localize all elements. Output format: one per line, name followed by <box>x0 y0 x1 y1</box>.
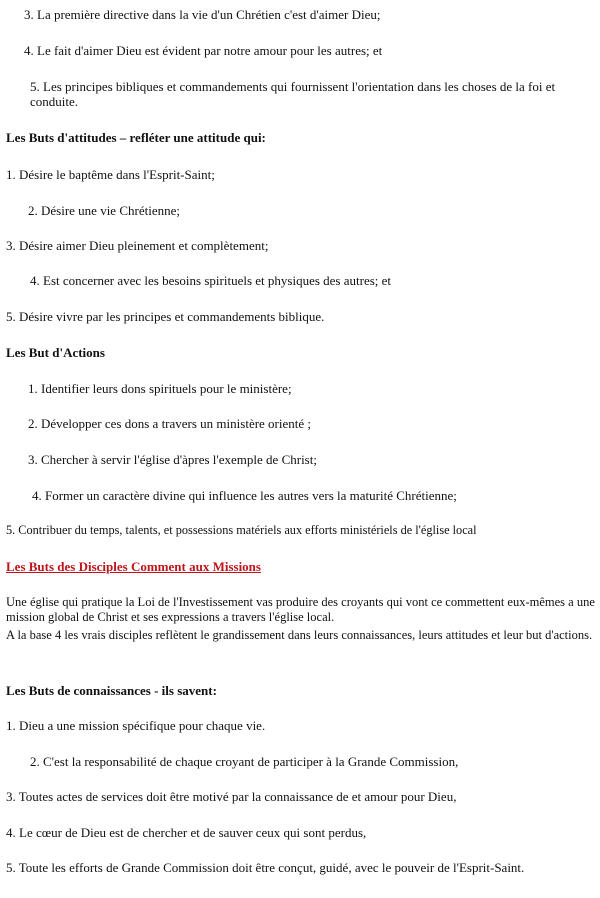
attitude-item-2: 2. Désire une vie Chrétienne; <box>28 203 180 218</box>
actions-heading: Les But d'Actions <box>6 345 105 360</box>
action-item-3: 3. Chercher à servir l'église d'àpres l'exemple de Christ; <box>28 452 317 467</box>
action-item-2: 2. Développer ces dons a travers un ministère orienté ; <box>28 416 312 431</box>
top-item-4: 4. Le fait d'aimer Dieu est évident par notre amour pour les autres; et <box>24 43 383 58</box>
knowledge-item-3: 3. Toutes actes de services doit être motivé par la connaissance de et amour pour Dieu, <box>6 789 457 804</box>
attitudes-heading: Les Buts d'attitudes – refléter une attitude qui: <box>6 130 266 145</box>
missions-paragraph-2: A la base 4 les vrais disciples reflètent le grandissement dans leurs connaissances, leurs attitudes et leur but d'actions. <box>6 628 593 642</box>
knowledge-item-2: 2. C'est la responsabilité de chaque croyant de participer à la Grande Commission, <box>30 754 459 769</box>
knowledge-item-1: 1. Dieu a une mission spécifique pour chaque vie. <box>6 718 266 733</box>
action-item-1: 1. Identifier leurs dons spirituels pour le ministère; <box>28 381 292 396</box>
knowledge-item-4: 4. Le cœur de Dieu est de chercher et de sauver ceux qui sont perdus, <box>6 825 367 840</box>
attitude-item-4: 4. Est concerner avec les besoins spirituels et physiques des autres; et <box>30 273 392 288</box>
attitude-item-5: 5. Désire vivre par les principes et commandements biblique. <box>6 309 325 324</box>
attitude-item-3: 3. Désire aimer Dieu pleinement et complètement; <box>6 238 269 253</box>
action-item-4: 4. Former un caractère divine qui influence les autres vers la maturité Chrétienne; <box>32 488 457 503</box>
missions-paragraph-1: Une église qui pratique la Loi de l'Investissement vas produire des croyants qui vont ce commettent eux-mêmes a une mission global de Christ et ses expressions a travers l'église local. <box>6 595 595 624</box>
knowledge-heading: Les Buts de connaissances - ils savent: <box>6 683 217 698</box>
attitude-item-1: 1. Désire le baptême dans l'Esprit-Saint; <box>6 167 215 182</box>
knowledge-item-5: 5. Toute les efforts de Grande Commission doit être conçut, guidé, avec le pouveir de l'Esprit-Saint. <box>6 860 525 875</box>
missions-heading: Les Buts des Disciples Comment aux Missions <box>6 559 261 574</box>
top-item-5: 5. Les principes bibliques et commandements qui fournissent l'orientation dans les choses de la foi et conduite. <box>30 79 556 109</box>
action-item-5: 5. Contribuer du temps, talents, et possessions matériels aux efforts ministériels de l'église local <box>6 523 477 537</box>
top-item-3: 3. La première directive dans la vie d'un Chrétien c'est d'aimer Dieu; <box>24 7 381 22</box>
